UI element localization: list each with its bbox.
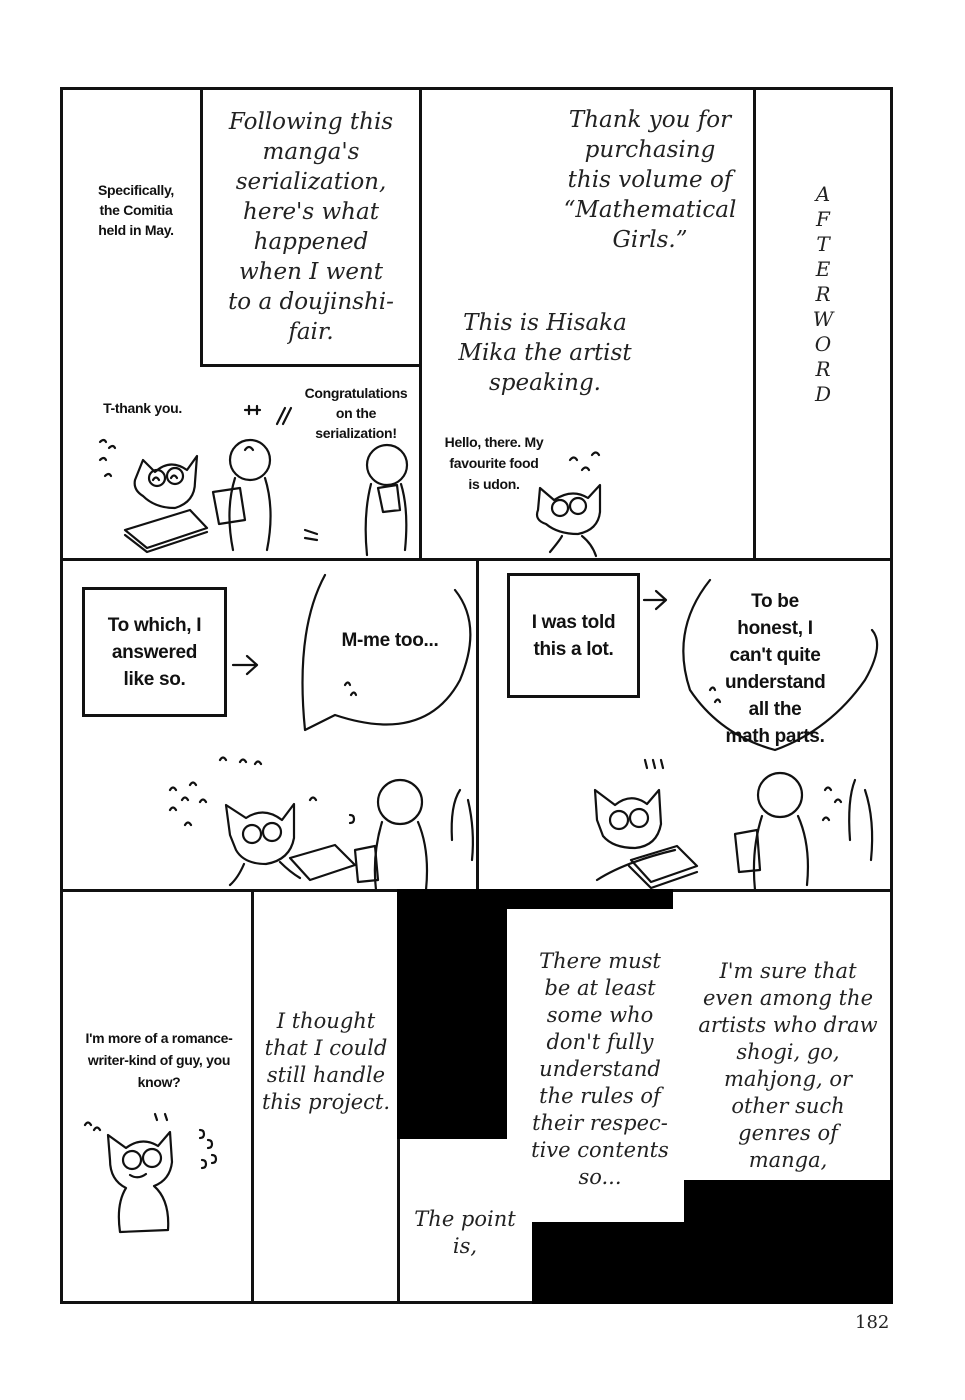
afterword-letter: D: [814, 382, 832, 406]
narration-box-serialization: [200, 87, 422, 367]
caption-box-answer: [82, 587, 227, 717]
afterword-title: [756, 182, 890, 407]
narration-point: The point is,: [414, 1207, 516, 1258]
narration-artists: I'm sure that even among the artists who draw shogi, go, mahjong, or other such genres of manga,: [698, 959, 878, 1172]
panel-afterword: [753, 87, 893, 561]
speech-hello: Hello, there. My favourite food is udon.: [444, 434, 544, 492]
fans-at-table-drawing: [95, 400, 420, 560]
narration-artist-intro: This is Hisaka Mika the artist speaking.: [458, 310, 632, 396]
caption-box-told: [507, 573, 640, 698]
afterword-letter: F: [816, 207, 830, 231]
black-band-top-left: [397, 889, 507, 1139]
afterword-letter: R: [815, 357, 831, 381]
artist-smiling-drawing: [80, 1100, 240, 1240]
speech-romance: I'm more of a romance-writer-kind of guy, you know?: [85, 1030, 233, 1090]
narration-serialization: Following this manga's serialization, here's what happened when I went to a doujinshi-fair.: [228, 109, 394, 345]
page-number: 182: [855, 1312, 890, 1333]
afterword-letter: O: [814, 332, 832, 356]
afterword-letter: E: [815, 257, 831, 281]
caption-comitia: Specifically, the Comitia held in May.: [98, 182, 174, 238]
caption-answer: To which, I answered like so.: [107, 614, 202, 690]
speech-me-too: M-me too...: [341, 630, 439, 651]
narration-rules: There must be at least some who don't fully understand the rules of their respec-tive contents so...: [531, 949, 669, 1189]
narration-handle-project: I thought that I could still handle this project.: [261, 1009, 391, 1114]
afterword-letter: T: [816, 232, 830, 256]
afterword-letter: A: [815, 182, 831, 206]
caption-told: I was told this a lot.: [531, 611, 616, 660]
artist-waving-drawing: [520, 440, 620, 560]
afterword-letter: W: [812, 307, 834, 331]
narration-thanks: Thank you for purchasing this volume of “Mathematical Girls.”: [563, 107, 737, 253]
artist-and-fans-drawing: [160, 740, 475, 890]
black-band-bottom-right: [684, 1180, 893, 1304]
speech-congratulations: Congratulations on the serialization!: [304, 385, 408, 441]
artist-talking-fan-drawing: [585, 750, 885, 890]
afterword-letter: R: [815, 282, 831, 306]
speech-honest: To be honest, I can't quite understand all the math parts.: [725, 591, 826, 747]
speech-thanks: T-thank you.: [103, 400, 182, 416]
black-band-top: [397, 889, 673, 909]
